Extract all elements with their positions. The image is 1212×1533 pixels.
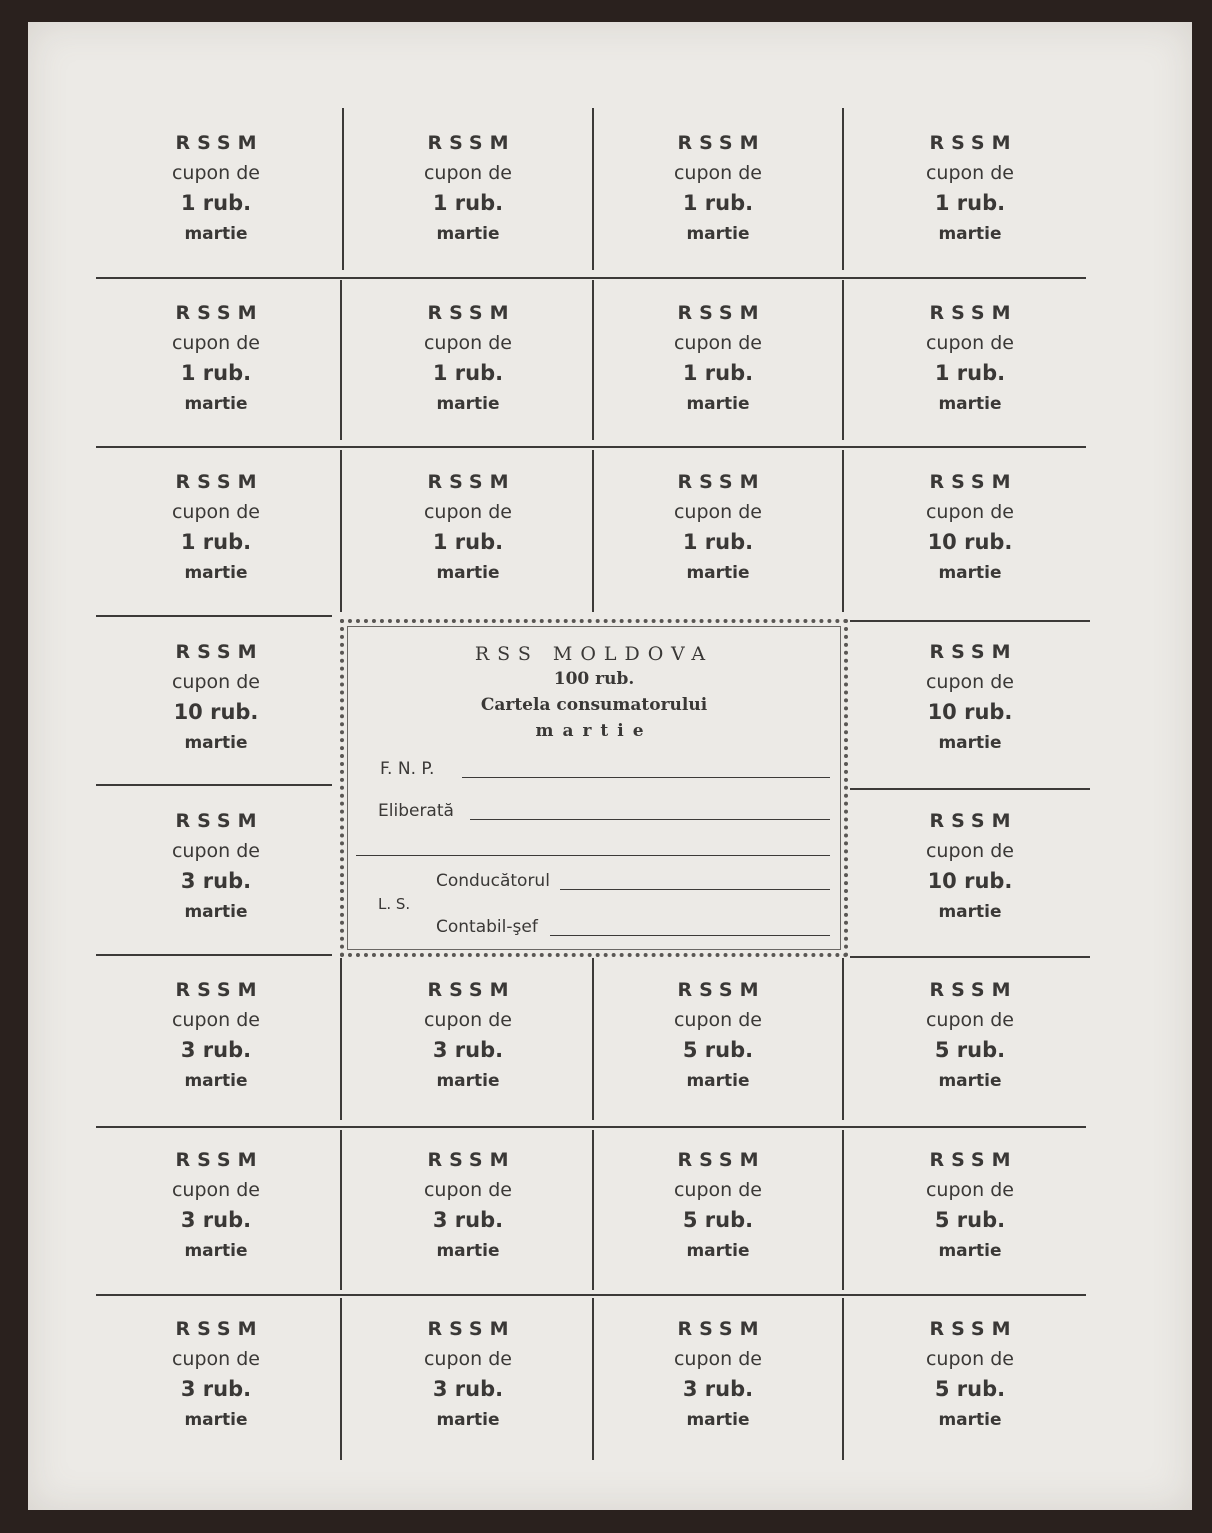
coupon-label: cupon de	[423, 1348, 512, 1370]
coupon-month: martie	[938, 563, 1002, 583]
director-line	[560, 889, 830, 890]
coupon-value: 10 rub.	[173, 700, 259, 724]
coupon-month: martie	[436, 1241, 500, 1261]
row-divider	[96, 446, 1086, 448]
coupon-month: martie	[938, 1241, 1002, 1261]
coupon-header: RSSM	[427, 302, 516, 324]
coupon-month: martie	[938, 1410, 1002, 1430]
coupon	[850, 116, 1090, 266]
coupon-header: RSSM	[677, 979, 766, 1001]
coupon-value: 3 rub.	[682, 1377, 754, 1401]
coupon-value: 10 rub.	[927, 700, 1013, 724]
coupon-label: cupon de	[673, 1009, 762, 1031]
coupon	[850, 455, 1090, 605]
coupon-month: martie	[686, 394, 750, 414]
coupon-value: 5 rub.	[682, 1038, 754, 1062]
coupon	[348, 1133, 588, 1283]
coupon	[850, 794, 1090, 944]
coupon	[96, 794, 336, 944]
coupon	[96, 116, 336, 266]
coupon-header: RSSM	[929, 1149, 1018, 1171]
coupon-header: RSSM	[427, 471, 516, 493]
coupon-header: RSSM	[175, 979, 264, 1001]
coupon	[850, 1302, 1090, 1452]
coupon-header: RSSM	[929, 641, 1018, 663]
column-divider	[340, 280, 342, 440]
name-line	[462, 777, 830, 778]
coupon-label: cupon de	[925, 1179, 1014, 1201]
coupon-value: 5 rub.	[934, 1208, 1006, 1232]
coupon-header: RSSM	[929, 810, 1018, 832]
coupon-value: 1 rub.	[682, 191, 754, 215]
coupon-label: cupon de	[171, 671, 260, 693]
name-label: F. N. P.	[380, 759, 435, 779]
card-subtitle: Cartela consumatorului	[480, 695, 708, 715]
column-divider	[842, 1130, 844, 1290]
coupon-value: 1 rub.	[432, 191, 504, 215]
coupon-month: martie	[686, 1241, 750, 1261]
coupon-label: cupon de	[171, 1348, 260, 1370]
coupon-month: martie	[184, 1410, 248, 1430]
coupon-month: martie	[184, 902, 248, 922]
column-divider	[592, 1130, 594, 1290]
accountant-line	[550, 935, 830, 936]
coupon-label: cupon de	[925, 1009, 1014, 1031]
coupon-label: cupon de	[925, 501, 1014, 523]
coupon-value: 3 rub.	[432, 1208, 504, 1232]
coupon-label: cupon de	[171, 162, 260, 184]
coupon	[598, 455, 838, 605]
coupon-value: 1 rub.	[180, 530, 252, 554]
ration-card-sheet	[28, 22, 1192, 1510]
coupon-label: cupon de	[925, 332, 1014, 354]
row-divider	[850, 788, 1090, 790]
coupon-month: martie	[184, 1241, 248, 1261]
coupon-value: 1 rub.	[432, 530, 504, 554]
column-divider	[592, 958, 594, 1120]
coupon	[348, 455, 588, 605]
issued-line	[470, 819, 830, 820]
coupon-month: martie	[184, 224, 248, 244]
column-divider	[842, 280, 844, 440]
coupon-month: martie	[686, 1410, 750, 1430]
row-divider	[850, 620, 1090, 622]
coupon	[348, 286, 588, 436]
consumer-card-panel	[340, 619, 848, 957]
coupon	[96, 455, 336, 605]
coupon-value: 3 rub.	[180, 1208, 252, 1232]
coupon-header: RSSM	[427, 1318, 516, 1340]
card-month: martie	[535, 721, 653, 741]
coupon-value: 3 rub.	[180, 1038, 252, 1062]
coupon	[96, 963, 336, 1113]
coupon-header: RSSM	[175, 302, 264, 324]
coupon-label: cupon de	[423, 1009, 512, 1031]
coupon-value: 5 rub.	[934, 1377, 1006, 1401]
column-divider	[340, 450, 342, 612]
coupon-label: cupon de	[171, 501, 260, 523]
coupon-header: RSSM	[175, 1149, 264, 1171]
coupon-header: RSSM	[427, 979, 516, 1001]
coupon-header: RSSM	[175, 641, 264, 663]
coupon	[850, 625, 1090, 775]
coupon	[850, 286, 1090, 436]
coupon-month: martie	[184, 1071, 248, 1091]
coupon-value: 3 rub.	[180, 869, 252, 893]
coupon	[598, 963, 838, 1113]
coupon-value: 3 rub.	[432, 1377, 504, 1401]
coupon-header: RSSM	[677, 302, 766, 324]
coupon-month: martie	[686, 224, 750, 244]
coupon-header: RSSM	[929, 471, 1018, 493]
row-divider	[96, 277, 1086, 279]
coupon-header: RSSM	[929, 132, 1018, 154]
coupon-header: RSSM	[175, 810, 264, 832]
coupon-value: 5 rub.	[934, 1038, 1006, 1062]
coupon-header: RSSM	[427, 1149, 516, 1171]
coupon	[598, 286, 838, 436]
coupon-label: cupon de	[925, 671, 1014, 693]
coupon-label: cupon de	[423, 162, 512, 184]
coupon	[850, 1133, 1090, 1283]
row-divider	[96, 615, 332, 617]
row-divider	[850, 956, 1090, 958]
coupon-header: RSSM	[677, 1318, 766, 1340]
seal-label: L. S.	[378, 895, 411, 913]
column-divider	[342, 108, 344, 270]
coupon-value: 1 rub.	[180, 361, 252, 385]
coupon-month: martie	[938, 394, 1002, 414]
coupon	[96, 286, 336, 436]
coupon-header: RSSM	[929, 1318, 1018, 1340]
coupon-month: martie	[938, 224, 1002, 244]
row-divider	[96, 1126, 1086, 1128]
coupon-month: martie	[436, 394, 500, 414]
card-title: RSS MOLDOVA	[474, 643, 714, 665]
coupon	[598, 1302, 838, 1452]
coupon-label: cupon de	[925, 840, 1014, 862]
coupon-header: RSSM	[427, 132, 516, 154]
coupon	[850, 963, 1090, 1113]
column-divider	[842, 450, 844, 612]
coupon-label: cupon de	[423, 332, 512, 354]
column-divider	[340, 958, 342, 1120]
coupon	[96, 1302, 336, 1452]
coupon-label: cupon de	[673, 332, 762, 354]
coupon-month: martie	[686, 1071, 750, 1091]
coupon-label: cupon de	[925, 1348, 1014, 1370]
coupon-header: RSSM	[677, 471, 766, 493]
coupon-label: cupon de	[673, 501, 762, 523]
coupon-header: RSSM	[175, 471, 264, 493]
coupon	[348, 1302, 588, 1452]
coupon-label: cupon de	[171, 840, 260, 862]
coupon-label: cupon de	[673, 162, 762, 184]
coupon-value: 1 rub.	[180, 191, 252, 215]
coupon-value: 1 rub.	[432, 361, 504, 385]
coupon-month: martie	[436, 224, 500, 244]
card-amount: 100 rub.	[553, 669, 635, 689]
column-divider	[842, 1298, 844, 1460]
coupon-label: cupon de	[171, 1179, 260, 1201]
coupon-value: 1 rub.	[682, 361, 754, 385]
issued-line-2	[356, 855, 830, 856]
coupon-value: 10 rub.	[927, 530, 1013, 554]
coupon-value: 1 rub.	[682, 530, 754, 554]
column-divider	[340, 1298, 342, 1460]
coupon-month: martie	[184, 733, 248, 753]
column-divider	[842, 958, 844, 1120]
director-label: Conducătorul	[436, 871, 550, 891]
column-divider	[592, 280, 594, 440]
column-divider	[340, 1130, 342, 1290]
coupon-header: RSSM	[175, 132, 264, 154]
column-divider	[592, 450, 594, 612]
coupon-header: RSSM	[929, 302, 1018, 324]
coupon-header: RSSM	[175, 1318, 264, 1340]
coupon-label: cupon de	[171, 332, 260, 354]
coupon-value: 5 rub.	[682, 1208, 754, 1232]
row-divider	[96, 1294, 1086, 1296]
coupon-month: martie	[938, 902, 1002, 922]
coupon	[598, 116, 838, 266]
coupon-label: cupon de	[673, 1348, 762, 1370]
coupon-month: martie	[436, 1410, 500, 1430]
issued-label: Eliberată	[378, 801, 454, 821]
accountant-label: Contabil-şef	[436, 917, 538, 937]
coupon-month: martie	[686, 563, 750, 583]
coupon-value: 1 rub.	[934, 361, 1006, 385]
coupon-label: cupon de	[673, 1179, 762, 1201]
coupon-month: martie	[938, 733, 1002, 753]
coupon-month: martie	[184, 563, 248, 583]
coupon-value: 1 rub.	[934, 191, 1006, 215]
coupon	[348, 116, 588, 266]
column-divider	[592, 108, 594, 270]
coupon	[348, 963, 588, 1113]
coupon-month: martie	[938, 1071, 1002, 1091]
coupon-month: martie	[184, 394, 248, 414]
coupon-month: martie	[436, 1071, 500, 1091]
coupon-label: cupon de	[171, 1009, 260, 1031]
coupon-label: cupon de	[423, 501, 512, 523]
coupon-header: RSSM	[677, 132, 766, 154]
coupon-header: RSSM	[929, 979, 1018, 1001]
coupon-value: 3 rub.	[432, 1038, 504, 1062]
coupon	[598, 1133, 838, 1283]
row-divider	[96, 954, 332, 956]
coupon-value: 3 rub.	[180, 1377, 252, 1401]
coupon-month: martie	[436, 563, 500, 583]
coupon	[96, 625, 336, 775]
row-divider	[96, 784, 332, 786]
column-divider	[592, 1298, 594, 1460]
coupon-label: cupon de	[925, 162, 1014, 184]
coupon-value: 10 rub.	[927, 869, 1013, 893]
coupon-header: RSSM	[677, 1149, 766, 1171]
coupon	[96, 1133, 336, 1283]
coupon-label: cupon de	[423, 1179, 512, 1201]
column-divider	[842, 108, 844, 270]
